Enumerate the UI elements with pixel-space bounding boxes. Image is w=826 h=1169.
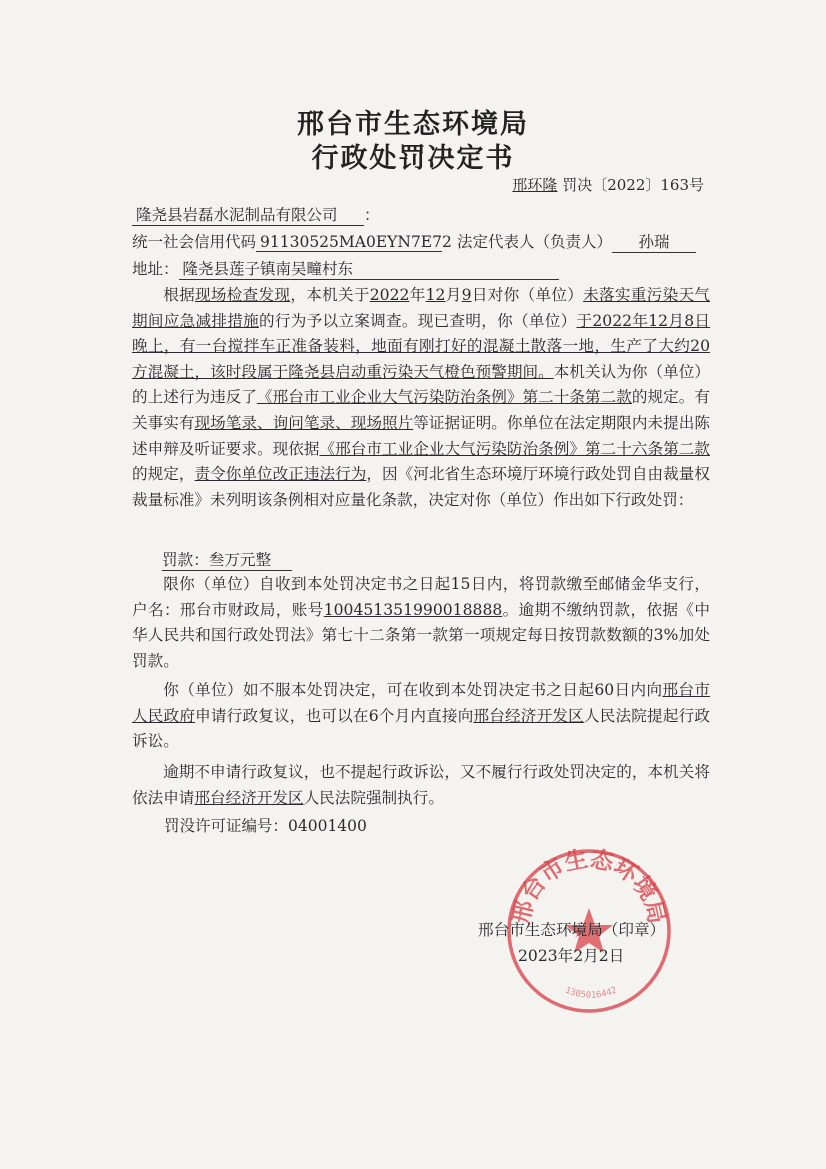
case-month: 12 [425,286,446,304]
correction-order: 责令你单位改正违法行为 [194,465,367,484]
text-run: 。逾期不缴纳罚款，依据《中华人民共和国行政处罚法》第七十二条第一款第一项规定每日按罚款数额的3%加处罚款。 [132,600,710,670]
text-run: 逾期不申请行政复议，也不提起行政诉讼，又不履行行政处罚决定的，本机关将依法申请 [132,763,710,807]
document-prefix: 邢环隆 [512,176,558,194]
issue-date: 2023年2月2日 [518,947,625,965]
legal-rep-value: 孙瑞 [612,230,696,253]
bank-account-number: 100451351990018888 [323,600,503,619]
seal-code: 1305016442 [563,985,619,1001]
fine-amount: 罚款：叁万元整 [162,548,292,571]
case-basis: 现场检查发现 [194,286,291,304]
text-run: 的行为予以立案调查。现已查明，你（单位） [259,311,577,330]
permit-number: 罚没许可证编号：04001400 [164,817,367,835]
appeal-paragraph [132,678,710,755]
review-authority: 邢台市人民政府 [132,681,710,725]
address-label: 地址： [132,260,179,278]
credit-code-label: 统一社会信用代码 [132,233,257,251]
penalty-regulation: 《邢台市工业企业大气污染防治条例》第二十六条第二款 [319,439,710,458]
text-run: 申请行政复议，也可以在6个月内直接向 [195,706,474,725]
appeal-court: 邢台经济开发区 [473,706,584,725]
text-run: 日对你（单位） [471,286,584,304]
document-number [512,174,704,195]
address-value: 隆尧县莲子镇南吴疃村东 [179,257,559,280]
document-number-value: 罚决〔2022〕163号 [562,176,704,194]
issuing-authority: 邢台市生态环境局（印章） [478,921,666,939]
text-run: 的规定， [132,465,195,484]
text-run: 你（单位）如不服本处罚决定，可在收到本处罚决定书之日起60日内向 [163,681,663,699]
text-run: 月 [445,286,462,304]
text-run: ，因《河北省生态环境厅环境行政处罚自由裁量权裁量标准》未列明该条例相对应量化条款，决定对你（单位）作出如下行政处罚： [132,465,710,509]
party-colon: ： [364,206,380,224]
text-run: 人民法院提起行政诉讼。 [132,706,710,751]
violation-description: 未落实重污染天气期间应急减排措施 [132,286,710,330]
case-facts: 于2022年12月8日晚上，有一台搅拌车正准备装料，地面有刚打好的混凝土散落一地，生产了大约20方混凝土，该时段属于隆尧县启动重污染天气橙色预警期间。 [132,311,710,381]
payment-paragraph [132,572,710,674]
text-run: 年 [409,286,426,304]
case-year: 2022 [369,286,410,304]
evidence-list: 现场笔录、询问笔录、现场照片 [194,413,414,432]
legal-rep-label: 法定代表人（负责人） [456,233,612,251]
credit-rep-row [132,230,696,253]
party-name: 隆尧县岩磊水泥制品有限公司 [132,203,364,226]
enforcement-paragraph [132,760,710,811]
text-run: 等证据证明。你单位在法定期限内未提出陈述申辩及听证要求。现依据 [132,413,710,458]
findings-paragraph [132,283,710,513]
address-row [132,257,559,280]
credit-code-value: 91130525MA0EYN7E72 [256,233,442,252]
text-run: 的规定。有关事实有 [132,388,710,432]
text-run: 人民法院强制执行。 [303,788,444,807]
party-name-row [132,203,380,226]
text-run: 本机关认为你（单位）的上述行为违反了 [132,362,710,407]
case-day: 9 [461,286,472,304]
text-run: ，本机关于 [290,286,370,304]
text-run: 限你（单位）自收到本处罚决定书之日起15日内，将罚款缴至邮储金华支行，户名：邢台市财政局，账号 [132,575,710,619]
violated-regulation: 《邢台市工业企业大气污染防治条例》第二十条第二款 [256,388,632,407]
text-run: 根据 [163,286,195,304]
document-title-line1: 邢台市生态环境局 [297,109,529,140]
enforcement-court: 邢台经济开发区 [194,788,304,807]
document-title-line2: 行政处罚决定书 [311,143,515,174]
seal-text: 邢台市生态环境局 [508,846,670,927]
fine-amount-row [162,548,292,571]
